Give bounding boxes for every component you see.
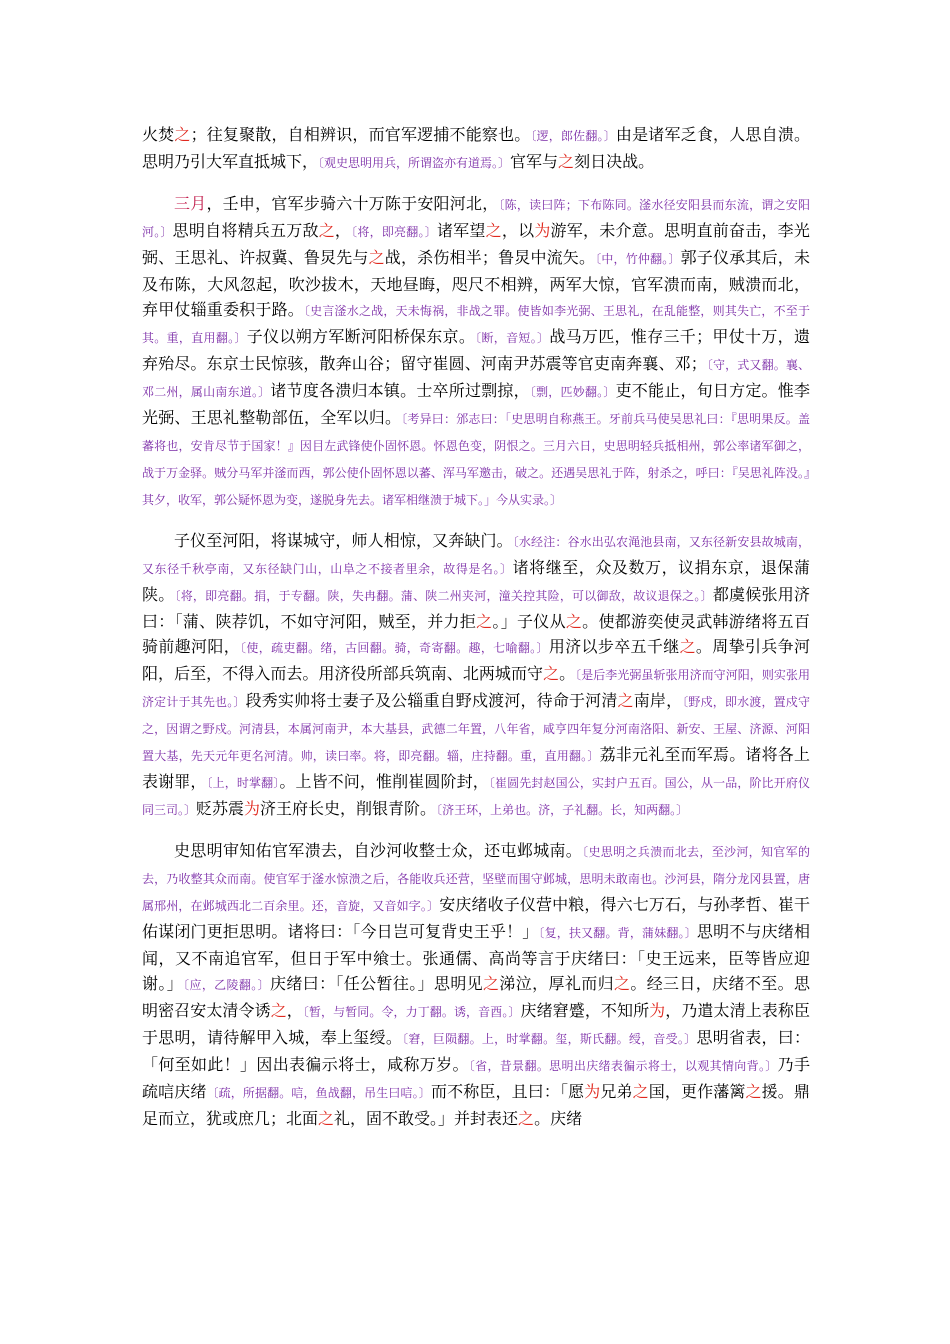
body-text: 诸军望 — [436, 221, 486, 240]
highlighted-char: 之 — [632, 1082, 649, 1101]
paragraph — [142, 528, 810, 823]
paragraph — [142, 838, 810, 1131]
body-text: 贬苏震 — [196, 799, 245, 818]
body-text: 思明省表，曰：「何至如此！」因出表徧示将士，咸称万岁。 — [142, 1028, 810, 1074]
body-text: 段秀实帅将士妻子及公辎重自野戍渡河，待命于河清 — [245, 691, 618, 710]
annotation-note: 〔复，扶又翻。背，蒲妹翻。〕 — [538, 926, 697, 940]
annotation-note: 〔野戍，即水渡，置戍守之，因谓之野戍。河清县，本属河南尹，本大基县，武德二年置，八年省，咸亨四年复分河南洛阳、新安、王屋、济源、河阳置大基，先天元年更名河清。帅，读曰率。将，即亮翻。辎，庄持翻。重，直用翻。〕 — [142, 695, 810, 763]
highlighted-char: 之 — [613, 974, 631, 993]
body-text: 。周挚引兵争河阳，后至，不得入而去。用济役所部兵筑南、北两城而守 — [142, 637, 810, 683]
body-text: ， — [334, 221, 352, 240]
body-text: 刻日决战。 — [574, 152, 655, 171]
highlighted-char: 之 — [368, 248, 385, 267]
body-text: 庆绪曰：「任公暂往。」思明见 — [269, 974, 484, 993]
body-text: 战马万匹，惟存三千；甲仗十万，遗弃殆尽。东京士民惊骇，散奔山谷；留守崔圆、河南尹苏震等官吏南奔襄、邓； — [142, 327, 810, 373]
annotation-note: 〔使，疏吏翻。绪，古回翻。骑，奇寄翻。趣，七喻翻。〕 — [240, 641, 549, 655]
highlighted-char: 之 — [617, 691, 634, 710]
body-text: 礼，固不敢受。」并封表还 — [334, 1109, 519, 1128]
annotation-note: 〔暂，与暂同。令，力丁翻。诱，音酉。〕 — [302, 1005, 521, 1019]
body-text: ，乃遣太清上表称臣于思明，请待解甲入城，奉上玺绶。 — [142, 1001, 810, 1047]
annotation-note: 〔观史思明用兵，所谓盗亦有道焉。〕 — [318, 156, 511, 170]
body-text: 吏不能止，旬日方定。惟李光弼、王思礼整勒部伍，全军以归。 — [142, 381, 810, 427]
annotation-note: 〔水经注：谷水出弘农渑池县南，又东径新安县故城南，又东径千秋亭南，又东径缺门山，山阜之不接者里余，故得是名。〕 — [142, 535, 810, 576]
highlighted-char: 为 — [534, 221, 551, 240]
body-text: 荔非元礼至而军焉。诸将各上表谢罪， — [142, 745, 810, 791]
document-body — [142, 122, 810, 1146]
body-text: 安庆绪收子仪营中粮，得六七万石，与孙孝哲、崔干佑谋闭门更拒思明。诸将曰：「今日岂可复背史王乎！」 — [142, 895, 810, 941]
body-text: ，以 — [501, 221, 535, 240]
annotation-note: 〔是后李光弼虽斩张用济而守河阳，则实张用济定计于其先也。〕 — [142, 668, 810, 709]
body-text: 。经三日，庆绪不至。思明密召安太清令诱 — [142, 974, 810, 1020]
body-text: 思明自将精兵五万敌 — [172, 221, 319, 240]
body-text: 。」子仪从 — [492, 612, 566, 631]
highlighted-char: 之 — [485, 221, 502, 240]
paragraph — [142, 191, 810, 513]
body-text: 涕泣，厚礼而归 — [499, 974, 614, 993]
body-text: 由是诸军乏食，人思自溃。思明乃引大军直抵城下， — [142, 125, 810, 171]
body-text: 。庆绪 — [534, 1109, 583, 1128]
body-text: 。 — [559, 664, 576, 683]
body-text: ，壬申，官军步骑六十万陈于安阳河北， — [206, 194, 499, 213]
body-text: 史思明审知佑官军溃去，自沙河收整士众，还屯邺城南。 — [174, 841, 583, 860]
annotation-note: 〔省，昔景翻。思明出庆绪表徧示将士，以观其情向背。〕 — [468, 1059, 778, 1073]
highlighted-char: 之 — [270, 1001, 287, 1020]
annotation-note: 〔崔圆先封赵国公，实封户五百。国公，从一品，阶比开府仪同三司。〕 — [142, 776, 810, 817]
highlighted-char: 为 — [244, 799, 261, 818]
annotation-note: 〔疏，所据翻。唁，鱼战翻，吊生曰唁。〕 — [206, 1086, 431, 1100]
annotation-note: 〔窘，巨陨翻。上，时掌翻。玺，斯氏翻。绶，音受。〕 — [402, 1032, 697, 1046]
highlighted-char: 之 — [558, 152, 575, 171]
body-text: 子仪至河阳，将谋城守，师人相惊，又奔缺门。 — [174, 531, 513, 550]
body-text: 火焚 — [142, 125, 175, 144]
annotation-note: 〔上，时掌翻〕 — [206, 776, 280, 790]
annotation-note: 〔中，竹仲翻。〕 — [595, 252, 681, 266]
annotation-note: 〔剽，匹妙翻。〕 — [529, 385, 616, 399]
body-text: ；往复聚散，自相辨识，而官军逻捕不能察也。 — [190, 125, 531, 144]
highlighted-char: 之 — [565, 612, 583, 631]
highlighted-char: 之 — [318, 1109, 335, 1128]
annotation-note: 〔史言滏水之战，天未悔祸，非战之罪。使皆如李光弼、王思礼，在乱能整，则其失亡，不至于其。重，直用翻。〕 — [142, 304, 810, 345]
annotation-note: 〔应，乙陵翻。〕 — [183, 978, 270, 992]
annotation-note: 〔考异曰：邠志曰：「史思明自称燕王。牙前兵马使吴思礼曰：『思明果反。盖蕃将也，安肯尽节于国家！』因目左武锋使仆固怀恩。怀恩色变，阴恨之。三月六日，史思明轻兵抵相州，郭公率诸军御之，战于万金驿。贼分马军并滏而西，郭公使仆固怀恩以蕃、浑马军邀击，破之。还遇吴思礼于阵，射杀之，呼曰：『吴思礼阵没。』其夕，收军，郭公疑怀恩为变，遂脱身先去。诸军相继溃于城下。」今从实录。〕 — [142, 412, 810, 507]
annotation-note: 〔守，式又翻。襄、邓二州，属山南东道。〕 — [142, 358, 810, 399]
body-text: 郭子仪承其后，未及布陈，大风忽起，吹沙拔木，天地昼晦，咫尺不相辨，两军大惊，官军溃而南，贼溃而北，弃甲仗辎重委积于路。 — [142, 248, 810, 319]
highlighted-char: 为 — [584, 1082, 601, 1101]
body-text: 庆绪窘蹙，不知所 — [520, 1001, 650, 1020]
body-text: 而不称臣，且曰：「愿 — [430, 1082, 585, 1101]
annotation-note: 〔济王环，上弟也。济，子礼翻。长，知两翻。〕 — [436, 803, 689, 817]
body-text: 。上皆不问，惟削崔圆阶封， — [279, 772, 489, 791]
annotation-note: 〔史思明之兵溃而北去，至沙河，知官军的去，乃收整其众而南。使官军于滏水惊溃之后，各能收兵还营，坚壁而围守邺城，思明未敢南也。沙河县，隋分龙冈县置，唐属邢州，在邺城西北二百余里。还，音旋，又音如字。〕 — [142, 845, 810, 913]
highlighted-char: 之 — [679, 637, 696, 656]
body-text: 济王府长史，削银青阶。 — [260, 799, 437, 818]
annotation-note: 〔陈，读曰阵；下布陈同。滏水径安阳县而东流，谓之安阳河。〕 — [142, 198, 810, 239]
body-text: 。使都游奕使灵武韩游绪将五百骑前趣河阳， — [142, 612, 810, 656]
month-marker: 三月 — [174, 194, 207, 213]
body-text: 用济以步卒五千继 — [548, 637, 680, 656]
body-text: 南岸， — [633, 691, 683, 710]
highlighted-char: 之 — [174, 125, 191, 144]
annotation-note: 〔逻，郎佐翻。〕 — [530, 129, 616, 143]
body-text: 兄弟 — [600, 1082, 633, 1101]
highlighted-char: 之 — [518, 1109, 535, 1128]
body-text: 援。鼎足而立，犹或庶几；北面 — [142, 1082, 810, 1128]
body-text: 游军，未介意。思明直前奋击，李光弼、王思礼、许叔冀、鲁炅先与 — [142, 221, 810, 267]
body-text: 子仪以朔方军断河阳桥保东京。 — [246, 327, 476, 346]
highlighted-char: 之 — [543, 664, 560, 683]
body-text: 诸将继至，众及数万，议捐东京，退保蒲陕。 — [142, 558, 810, 604]
highlighted-char: 之 — [476, 612, 493, 631]
body-text: 国，更作藩篱 — [648, 1082, 746, 1101]
annotation-note: 〔断，音短。〕 — [475, 331, 550, 345]
highlighted-char: 为 — [649, 1001, 666, 1020]
body-text: 都虞候张用济曰：「蒲、陕荐饥，不如守河阳，贼至，并力拒 — [142, 585, 810, 631]
highlighted-char: 之 — [318, 221, 335, 240]
body-text: 思明不与庆绪相闻，又不南追官军，但日于军中飨士。张通儒、高尚等言于庆绪曰：「史王远来，臣等皆应迎谢。」 — [142, 922, 810, 993]
annotation-note: 〔将，即亮翻。捐，于专翻。陕，失冉翻。蒲、陕二州夹河，潼关控其险，可以御敌，故议退保之。〕 — [174, 589, 713, 603]
body-text: 乃手疏唁庆绪 — [142, 1055, 810, 1101]
body-text: 战，杀伤相半；鲁炅中流矢。 — [384, 248, 596, 267]
annotation-note: 〔将，即亮翻。〕 — [351, 225, 437, 239]
body-text: 诸节度各溃归本镇。士卒所过剽掠， — [270, 381, 530, 400]
body-text: 官军与 — [510, 152, 559, 171]
highlighted-char: 之 — [745, 1082, 762, 1101]
highlighted-char: 之 — [483, 974, 500, 993]
paragraph — [142, 122, 810, 176]
body-text: ， — [286, 1001, 303, 1020]
